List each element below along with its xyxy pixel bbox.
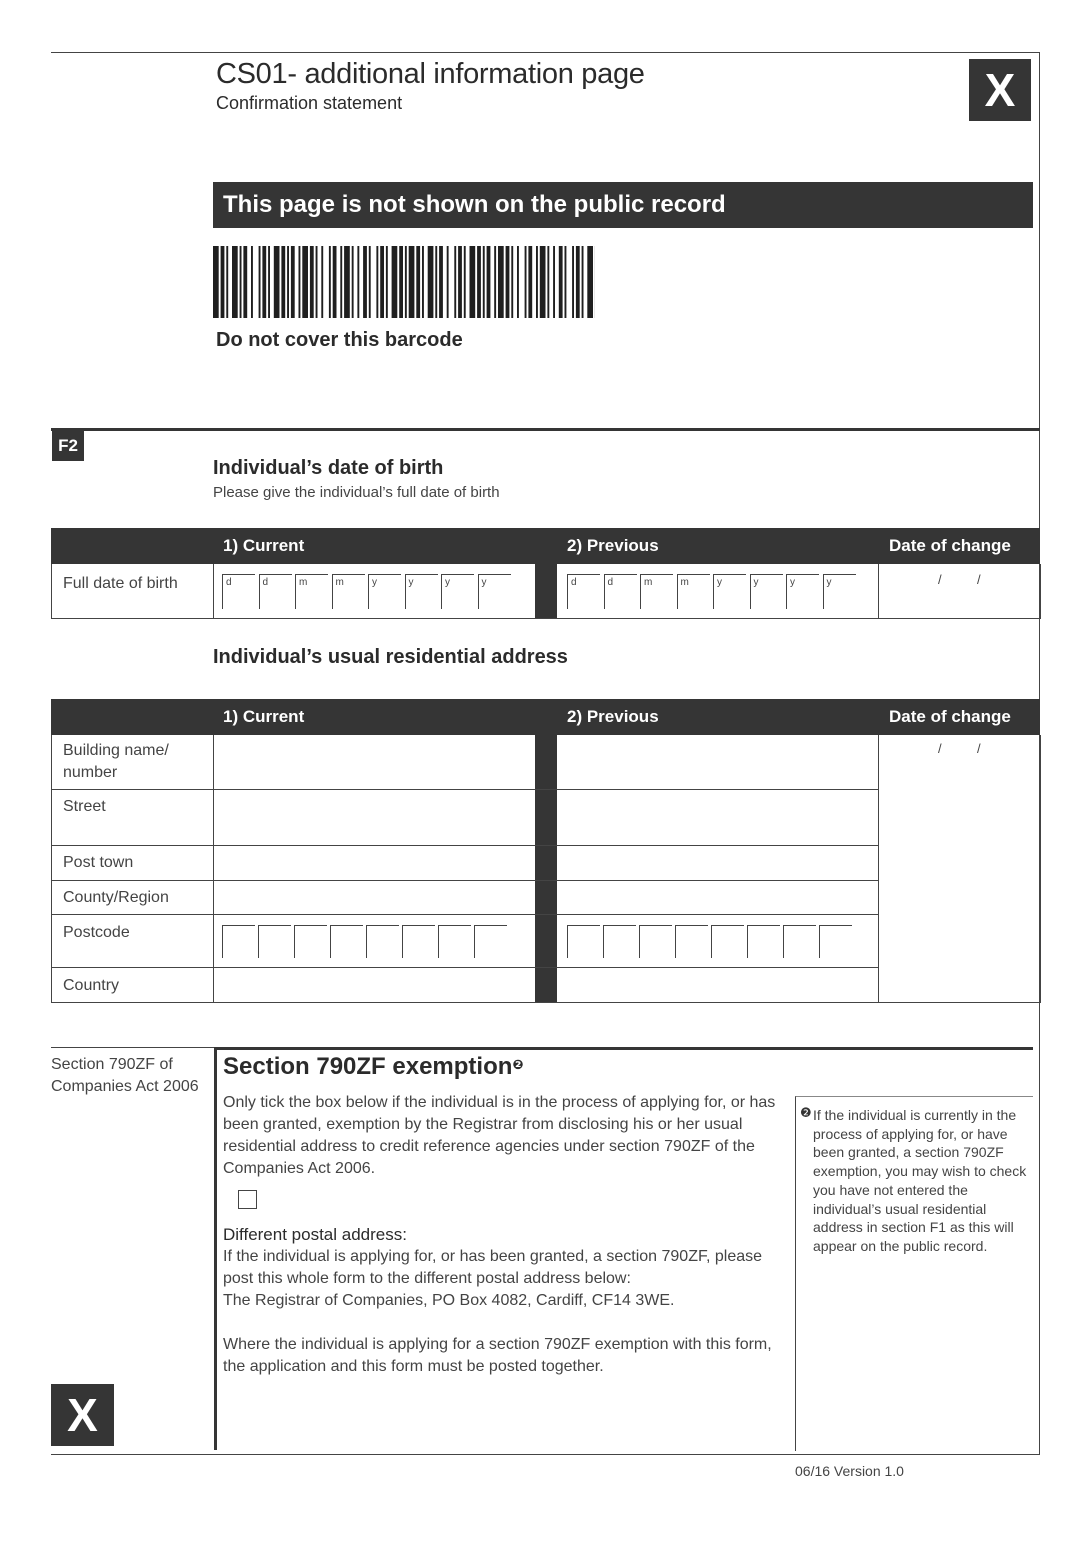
- date-separator: /: [938, 741, 942, 756]
- date-digit-box[interactable]: [405, 574, 438, 609]
- barcode-bar: [525, 246, 527, 318]
- public-record-banner: This page is not shown on the public record: [213, 182, 1033, 228]
- postcode-char-box[interactable]: [783, 925, 816, 958]
- row-label-post-town: Post town: [63, 854, 134, 871]
- barcode-bar: [572, 246, 574, 318]
- barcode-bar: [291, 246, 295, 318]
- date-digit-box[interactable]: [259, 574, 292, 609]
- barcode-bar: [333, 246, 337, 318]
- section-f2-rule: [51, 428, 1040, 431]
- side-note-text: If the individual is currently in the process of applying for, or have been granted, a section 790ZF exemption, you may wish to check you have not entered the individual’s usual residential address in section F1 as this will appear on the public record.: [813, 1107, 1027, 1254]
- barcode-bar: [511, 246, 513, 318]
- barcode-bar: [340, 246, 342, 318]
- postal-text: If the individual is applying for, or has been granted, a section 790ZF, please post this whole form to the different postal address below:: [223, 1248, 763, 1287]
- date-digit-box[interactable]: [750, 574, 783, 609]
- form-version: 06/16 Version 1.0: [795, 1463, 904, 1479]
- barcode-bar: [357, 246, 359, 318]
- date-separator: /: [977, 741, 981, 756]
- postcode-char-box[interactable]: [222, 925, 255, 958]
- barcode-bar: [582, 246, 584, 318]
- barcode-bar: [316, 246, 318, 318]
- date-digit-hint: d: [607, 577, 614, 588]
- barcode-bar: [559, 246, 563, 318]
- form-mark-bottom: X: [51, 1384, 114, 1446]
- date-digit-hint: m: [680, 577, 689, 588]
- postal-heading: Different postal address:: [223, 1225, 407, 1244]
- barcode-bar: [528, 246, 532, 318]
- barcode-bar: [369, 246, 371, 318]
- dob-heading: Individual’s date of birth: [213, 457, 444, 479]
- barcode-bar: [344, 246, 350, 318]
- address-divider: [535, 735, 557, 1002]
- postcode-char-box[interactable]: [567, 925, 600, 958]
- barcode-bar: [422, 246, 424, 318]
- current-street-input[interactable]: [214, 790, 534, 845]
- row-label-county: County/Region: [63, 889, 169, 906]
- previous-street-input[interactable]: [558, 790, 878, 845]
- section-790zf-title: [223, 1053, 523, 1081]
- barcode-bar: [458, 246, 462, 318]
- barcode-bar: [299, 246, 301, 318]
- date-digit-box[interactable]: [823, 574, 856, 609]
- date-digit-hint: m: [644, 577, 653, 588]
- current-county-input[interactable]: [214, 881, 534, 914]
- date-digit-hint: y: [408, 577, 414, 588]
- page-subtitle: Confirmation statement: [216, 93, 403, 113]
- previous-building-input[interactable]: [558, 735, 878, 789]
- date-digit-hint: y: [445, 577, 450, 588]
- date-digit-hint: d: [226, 577, 232, 588]
- barcode-bar: [226, 246, 228, 318]
- date-digit-box[interactable]: [478, 574, 511, 609]
- dob-divider: [535, 564, 557, 618]
- postcode-char-box[interactable]: [819, 925, 852, 958]
- postcode-char-box[interactable]: [294, 925, 327, 958]
- date-digit-box[interactable]: [441, 574, 474, 609]
- date-digit-box[interactable]: [786, 574, 819, 609]
- address-change-date-field[interactable]: [884, 741, 1034, 771]
- barcode-bar: [477, 246, 481, 318]
- date-digit-box[interactable]: [332, 574, 365, 609]
- postcode-char-box[interactable]: [258, 925, 291, 958]
- dob-current-field[interactable]: [222, 574, 522, 610]
- barcode-bar: [439, 246, 443, 318]
- barcode-bar: [386, 246, 388, 318]
- barcode-bar: [232, 246, 238, 318]
- barcode-bar: [540, 246, 546, 318]
- barcode-bar: [240, 246, 242, 318]
- date-digit-hint: y: [372, 577, 377, 588]
- barcode-bar: [435, 246, 437, 318]
- barcode-bar: [464, 246, 466, 318]
- dob-previous-field[interactable]: [567, 574, 867, 610]
- postcode-char-box[interactable]: [330, 925, 363, 958]
- barcode-bar: [498, 246, 504, 318]
- exemption-checkbox[interactable]: [238, 1190, 257, 1209]
- barcode-bar: [454, 246, 456, 318]
- barcode-bar: [470, 246, 476, 318]
- dob-row-label: Full date of birth: [63, 575, 178, 592]
- section-790zf-rule: [51, 1047, 215, 1048]
- barcode-bar: [259, 246, 261, 318]
- barcode-bar: [399, 246, 403, 318]
- barcode-note: Do not cover this barcode: [216, 329, 463, 351]
- date-separator: /: [938, 572, 942, 587]
- postal-address: The Registrar of Companies, PO Box 4082, Cardiff, CF14 3WE.: [223, 1292, 675, 1309]
- side-note-marker: ❷: [800, 1105, 812, 1120]
- barcode-bar: [310, 246, 314, 318]
- barcode-bar: [587, 246, 593, 318]
- previous-county-input[interactable]: [558, 881, 878, 914]
- row-label-building: Building name/ number: [63, 742, 169, 781]
- bottom-rule: [51, 1454, 1039, 1455]
- barcode-bar: [243, 246, 247, 318]
- barcode-bar: [576, 246, 580, 318]
- side-note-box: [795, 1096, 1033, 1451]
- date-digit-hint: y: [481, 577, 487, 588]
- date-digit-box[interactable]: [604, 574, 637, 609]
- barcode-bar: [517, 246, 519, 318]
- column-date-of-change: Date of change: [889, 536, 1011, 555]
- note-marker: ❷: [512, 1057, 524, 1072]
- dob-change-date-field[interactable]: [884, 572, 1034, 608]
- current-postcode-field[interactable]: [222, 925, 522, 959]
- barcode: [213, 246, 595, 318]
- address-table-header: [51, 699, 1040, 735]
- current-building-input[interactable]: [214, 735, 534, 789]
- date-digit-box[interactable]: [640, 574, 673, 609]
- exemption-intro: Only tick the box below if the individual is in the process of applying for, or has been granted, exemption by the Registrar from disclosing his or her usual residential address to credit reference agencies under section 790ZF of the Companies Act 2006.: [223, 1094, 776, 1177]
- barcode-bar: [268, 246, 270, 318]
- date-digit-box[interactable]: [222, 574, 255, 609]
- row-label-country: Country: [63, 977, 120, 994]
- barcode-bar: [428, 246, 434, 318]
- date-digit-box[interactable]: [677, 574, 710, 609]
- barcode-bar: [487, 246, 491, 318]
- page-title: CS01- additional information page: [216, 58, 645, 90]
- previous-post-town-input[interactable]: [558, 846, 878, 880]
- date-digit-hint: y: [826, 577, 832, 588]
- column-previous: 2) Previous: [567, 707, 659, 726]
- barcode-bar: [221, 246, 225, 318]
- postcode-char-box[interactable]: [438, 925, 471, 958]
- barcode-bar: [405, 246, 407, 318]
- barcode-bar: [262, 246, 266, 318]
- postcode-char-box[interactable]: [747, 925, 780, 958]
- barcode-bar: [329, 246, 331, 318]
- postcode-char-box[interactable]: [711, 925, 744, 958]
- date-digit-hint: y: [753, 577, 759, 588]
- barcode-bar: [363, 246, 367, 318]
- barcode-bar: [553, 246, 555, 318]
- application-note: Where the individual is applying for a section 790ZF exemption with this form, the application and this form must be posted together.: [223, 1336, 772, 1375]
- address-table-body: [51, 735, 1041, 1003]
- barcode-bar: [376, 246, 378, 318]
- previous-country-input[interactable]: [558, 968, 878, 1002]
- column-current: 1) Current: [223, 536, 305, 555]
- barcode-bar: [352, 246, 354, 318]
- row-label-street: Street: [63, 798, 106, 815]
- address-heading: Individual’s usual residential address: [213, 646, 568, 668]
- column-previous: 2) Previous: [567, 536, 659, 555]
- barcode-bar: [483, 246, 485, 318]
- barcode-bar: [302, 246, 308, 318]
- date-digit-hint: y: [790, 577, 795, 588]
- section-790zf-title-text: Section 790ZF exemption: [223, 1053, 513, 1080]
- section-790zf-side-label: Section 790ZF of Companies Act 2006: [51, 1056, 199, 1095]
- date-digit-box[interactable]: [567, 574, 600, 609]
- form-mark-top: X: [969, 59, 1031, 121]
- date-digit-hint: d: [262, 577, 269, 588]
- postcode-char-box[interactable]: [675, 925, 708, 958]
- barcode-bar: [547, 246, 549, 318]
- previous-postcode-field[interactable]: [567, 925, 867, 959]
- barcode-bar: [392, 246, 398, 318]
- barcode-bar: [213, 246, 219, 318]
- barcode-bar: [281, 246, 285, 318]
- date-digit-hint: m: [299, 577, 308, 588]
- date-digit-box[interactable]: [368, 574, 401, 609]
- section-790zf-left-bar: [214, 1047, 217, 1450]
- date-digit-hint: y: [717, 577, 722, 588]
- barcode-bar: [565, 246, 567, 318]
- column-current: 1) Current: [223, 707, 305, 726]
- column-date-of-change: Date of change: [889, 707, 1011, 726]
- barcode-bar: [321, 246, 323, 318]
- date-separator: /: [977, 572, 981, 587]
- postcode-char-box[interactable]: [474, 925, 507, 958]
- row-label-postcode: Postcode: [63, 924, 130, 941]
- postcode-char-box[interactable]: [603, 925, 636, 958]
- date-digit-hint: d: [571, 577, 577, 588]
- dob-table-body: [51, 564, 1041, 619]
- barcode-bar: [274, 246, 280, 318]
- barcode-bar: [251, 246, 253, 318]
- date-digit-box[interactable]: [295, 574, 328, 609]
- current-country-input[interactable]: [214, 968, 534, 1002]
- barcode-bar: [494, 246, 496, 318]
- current-post-town-input[interactable]: [214, 846, 534, 880]
- barcode-bar: [287, 246, 289, 318]
- date-digit-box[interactable]: [713, 574, 746, 609]
- postcode-char-box[interactable]: [639, 925, 672, 958]
- dob-table-header: [51, 528, 1040, 564]
- barcode-bar: [416, 246, 420, 318]
- postcode-char-box[interactable]: [366, 925, 399, 958]
- dob-subheading: Please give the individual’s full date of birth: [213, 484, 500, 501]
- barcode-bar: [506, 246, 510, 318]
- barcode-bar: [447, 246, 449, 318]
- barcode-bar: [380, 246, 384, 318]
- top-rule: [51, 52, 1039, 53]
- postcode-char-box[interactable]: [402, 925, 435, 958]
- barcode-bar: [536, 246, 538, 318]
- section-790zf-top-bar: [215, 1047, 1033, 1050]
- barcode-bar: [409, 246, 415, 318]
- date-digit-hint: m: [335, 577, 344, 588]
- section-badge-f2: F2: [52, 431, 84, 461]
